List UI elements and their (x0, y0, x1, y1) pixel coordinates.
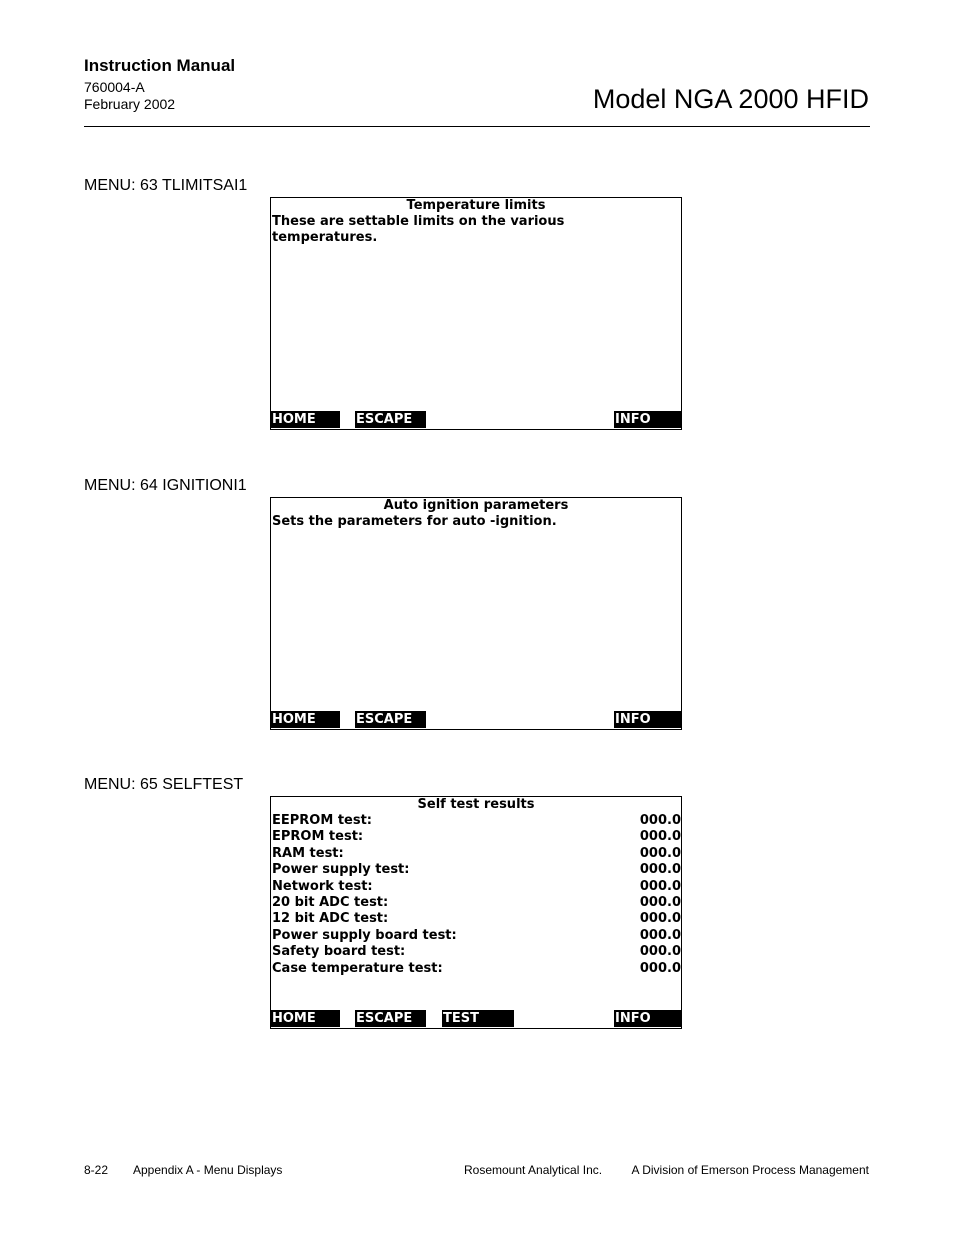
header-divider (84, 126, 870, 127)
table-row (272, 879, 681, 895)
test-label: 20 bit ADC test: (272, 894, 389, 910)
screen-title: Self test results (417, 797, 535, 812)
self-test-results (272, 813, 681, 977)
document-date: February 2002 (84, 96, 176, 112)
test-label: 12 bit ADC test: (272, 911, 389, 927)
table-row (272, 928, 681, 944)
escape-key[interactable]: ESCAPE (355, 411, 426, 428)
table-row (272, 911, 681, 927)
test-value: 000.0 (639, 829, 681, 845)
escape-key[interactable]: ESCAPE (355, 711, 426, 728)
document-number: 760004-A (84, 79, 145, 95)
test-key[interactable]: TEST (442, 1010, 514, 1027)
test-value: 000.0 (639, 894, 681, 910)
division-name: A Division of Emerson Process Management (631, 1163, 869, 1177)
table-row (272, 961, 681, 977)
company-name: Rosemount Analytical Inc. (464, 1163, 603, 1177)
section-name: Appendix A - Menu Displays (133, 1163, 283, 1177)
test-label: EEPROM test: (272, 813, 372, 828)
table-row (272, 829, 681, 845)
home-key[interactable]: HOME (271, 411, 340, 428)
test-value: 000.0 (639, 878, 681, 894)
table-row (272, 862, 681, 878)
menu-64-screen (270, 497, 682, 730)
info-key[interactable]: INFO (614, 411, 682, 428)
home-key[interactable]: HOME (271, 711, 340, 728)
info-key[interactable]: INFO (614, 711, 682, 728)
table-row (272, 944, 681, 960)
page-number: 8-22 (84, 1163, 109, 1177)
test-value: 000.0 (639, 927, 681, 943)
home-key[interactable]: HOME (271, 1010, 340, 1027)
test-value: 000.0 (639, 911, 681, 927)
test-label: Network test: (272, 878, 373, 894)
test-label: EPROM test: (272, 829, 364, 845)
test-value: 000.0 (639, 944, 681, 960)
test-value: 000.0 (639, 862, 681, 878)
test-label: Case temperature test: (272, 960, 443, 976)
test-label: Power supply board test: (272, 927, 457, 943)
test-label: Power supply test: (272, 862, 410, 878)
menu-64-label: MENU: 64 IGNITIONI1 (84, 477, 247, 494)
menu-65-label: MENU: 65 SELFTEST (84, 776, 244, 793)
menu-63-screen (270, 197, 682, 430)
screen-description: These are settable limits on the various temperatures. (272, 214, 565, 245)
table-row (272, 846, 681, 862)
test-label: Safety board test: (272, 944, 406, 960)
escape-key[interactable]: ESCAPE (355, 1010, 426, 1027)
test-value: 000.0 (639, 845, 681, 861)
screen-title: Auto ignition parameters (383, 498, 569, 513)
table-row (272, 895, 681, 911)
info-key[interactable]: INFO (614, 1010, 682, 1027)
test-label: RAM test: (272, 845, 344, 861)
table-row (272, 813, 681, 829)
manual-title: Instruction Manual (84, 56, 236, 75)
menu-65-screen (270, 796, 682, 1029)
test-value: 000.0 (639, 960, 681, 976)
test-value: 000.0 (639, 813, 681, 828)
model-title: Model NGA 2000 HFID (592, 84, 869, 114)
screen-description: Sets the parameters for auto -ignition. (272, 514, 557, 529)
screen-title: Temperature limits (406, 198, 546, 213)
menu-63-label: MENU: 63 TLIMITSAI1 (84, 177, 248, 194)
